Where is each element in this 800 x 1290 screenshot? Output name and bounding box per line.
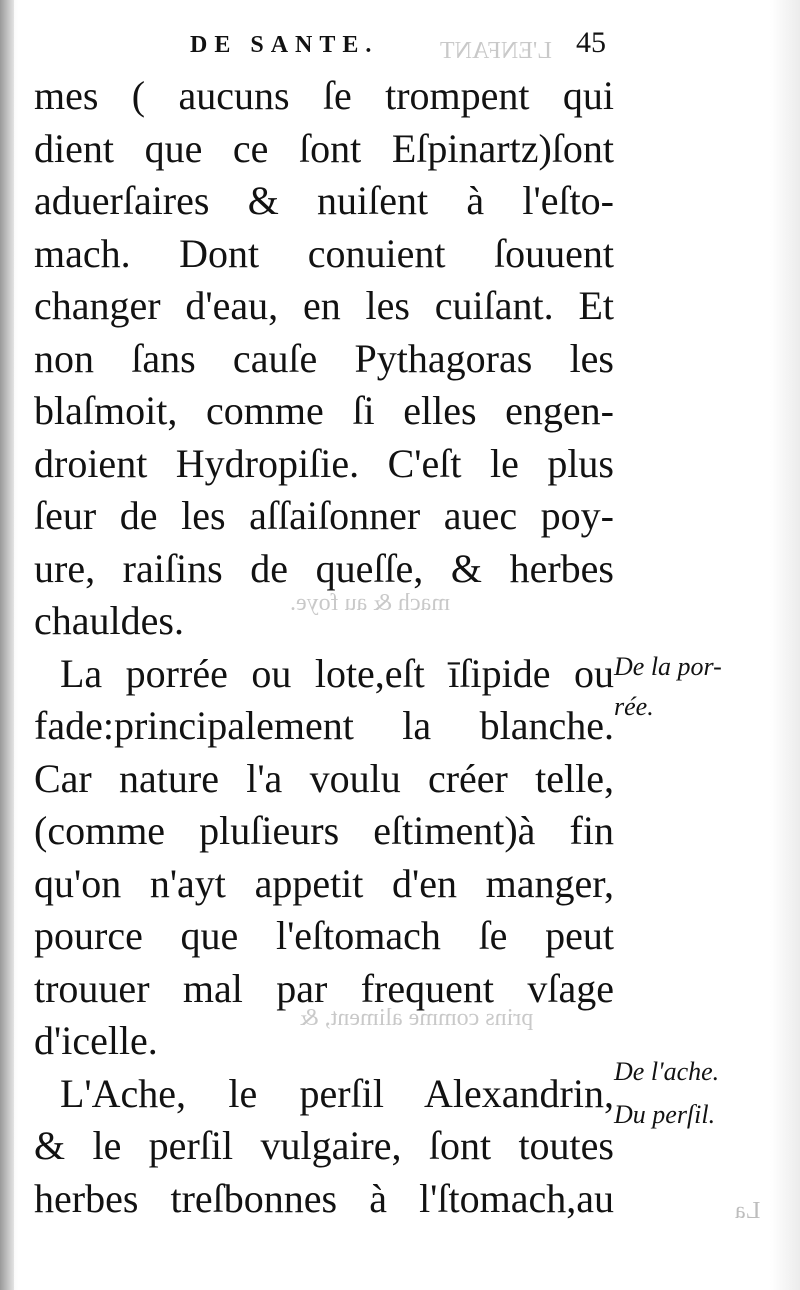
text-line: dient que ce ſont Eſpinartz)ſont: [34, 125, 614, 171]
margin-note-ache: De l'ache.: [614, 1057, 720, 1086]
text-line: mach. Dont conuient ſouuent: [34, 230, 614, 276]
text-line: Car nature l'a voulu créer telle,: [34, 755, 614, 801]
text-line: trouuer mal par frequent vſage: [34, 965, 614, 1011]
catchword: La: [735, 1198, 761, 1224]
text-line: non ſans cauſe Pythagoras les: [34, 335, 614, 381]
bleed-through-fragment: prins comme aliment, &: [300, 1005, 534, 1031]
page-number: 45: [576, 26, 606, 59]
text-line: chauldes.: [34, 598, 184, 643]
text-line: qu'on n'ayt appetit d'en manger,: [34, 860, 614, 906]
running-head: [190, 26, 610, 66]
text-line: droient Hydropiſie. C'eſt le plus: [34, 440, 614, 486]
text-line: pource que l'eſtomach ſe peut: [34, 913, 614, 958]
text-line: fade:principalement la blanche.: [34, 703, 614, 748]
text-line: & le perſil vulgaire, ſont toutes: [34, 1123, 614, 1168]
paragraph-start-line: La porrée ou lote,eſt īſipide ou: [60, 650, 614, 696]
text-line: mes ( aucuns ſe trompent qui: [34, 73, 614, 118]
text-line: d'icelle.: [34, 1018, 158, 1063]
text-line: (comme pluſieurs eſtiment)à fin: [34, 808, 614, 853]
page-binding-edge: [0, 0, 14, 1290]
body-text: [34, 70, 614, 1225]
text-line: blaſmoit, comme ſi elles engen-: [34, 388, 614, 433]
text-line: aduerſaires & nuiſent à l'eſto-: [34, 178, 614, 223]
text-line: herbes treſbonnes à l'ſtomach,au: [34, 1175, 614, 1221]
bleed-through-header: L'ENFANT: [440, 38, 552, 64]
text-line: ure, raiſins de queſſe, & herbes: [34, 545, 614, 591]
margin-note-porree: De la por-: [614, 652, 722, 681]
margin-note-porree-cont: rée.: [614, 692, 654, 721]
paragraph-start-line: L'Ache, le perſil Alexandrin,: [60, 1070, 614, 1116]
margin-note-persil: Du perſil.: [614, 1100, 716, 1129]
text-line: ſeur de les aſſaiſonner auec poy-: [34, 493, 614, 538]
running-head-title: DE SANTE.: [190, 32, 379, 58]
bleed-through-fragment: mach & au foye.: [290, 590, 450, 616]
text-line: changer d'eau, en les cuiſant. Et: [34, 283, 614, 328]
